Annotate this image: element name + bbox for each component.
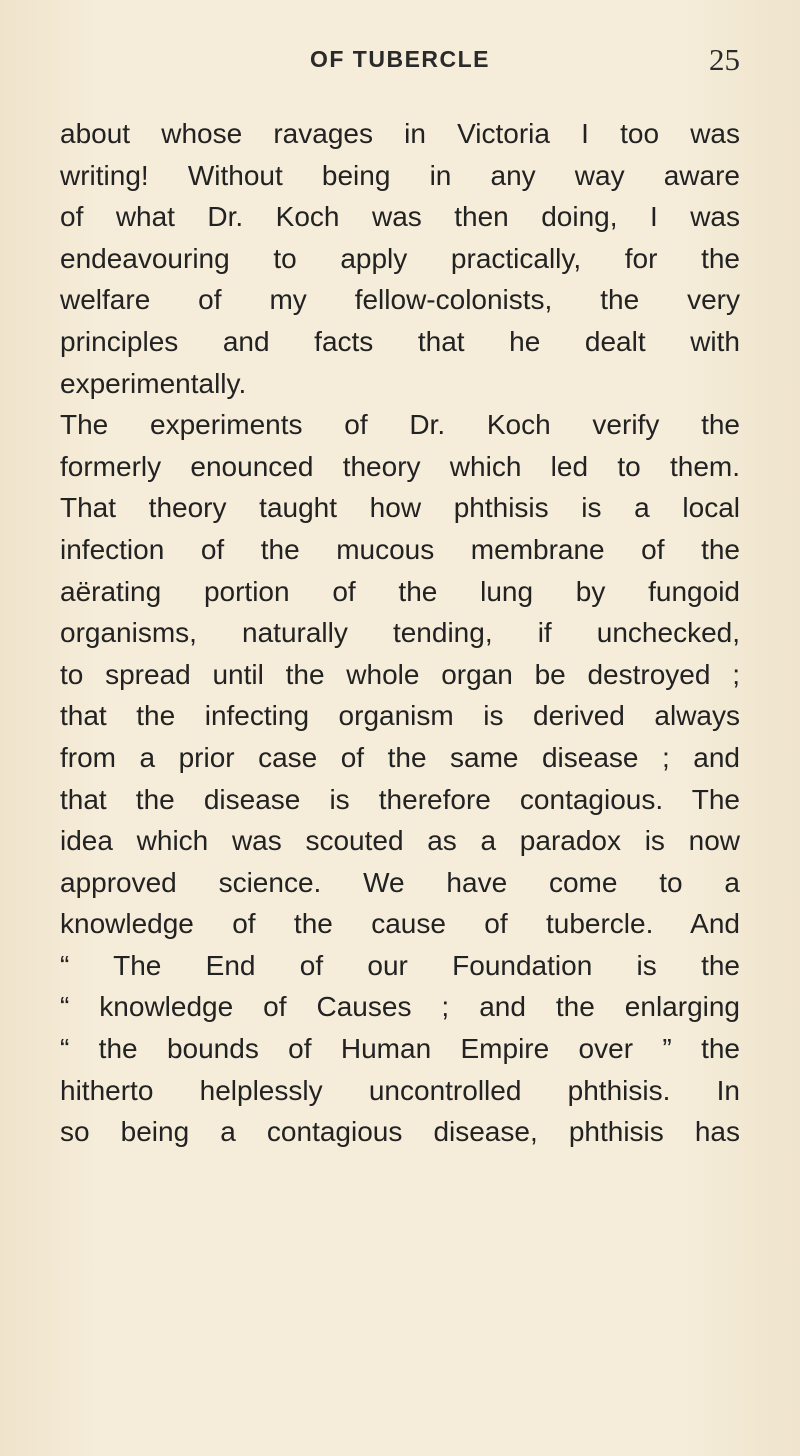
- text-line: idea which was scouted as a paradox is now: [60, 825, 740, 857]
- text-line: welfare of my fellow-colonists, the very: [60, 284, 740, 316]
- text-line: that the disease is therefore contagious. The: [60, 783, 740, 815]
- text-line: organisms, naturally tending, if unchecked,: [60, 617, 740, 649]
- text-line: formerly enounced theory which led to them.: [60, 450, 740, 482]
- text-line: from a prior case of the same disease ; and: [60, 741, 740, 773]
- text-line: “ knowledge of Causes ; and the enlarging: [60, 991, 740, 1023]
- text-line: that the infecting organism is derived always: [60, 700, 740, 732]
- text-line: knowledge of the cause of tubercle. And: [60, 908, 740, 940]
- text-line: That theory taught how phthisis is a local: [60, 492, 740, 524]
- text-line: experimentally.: [60, 367, 247, 399]
- text-line: approved science. We have come to a: [60, 866, 740, 898]
- text-line: “ the bounds of Human Empire over ” the: [60, 1033, 740, 1065]
- page-number: 25: [709, 42, 740, 77]
- text-line: “ The End of our Foundation is the: [60, 949, 740, 981]
- text-line: writing! Without being in any way aware: [60, 159, 740, 191]
- text-line: hitherto helplessly uncontrolled phthisis. In: [60, 1074, 740, 1106]
- text-line: aërating portion of the lung by fungoid: [60, 575, 740, 607]
- text-line: to spread until the whole organ be destroyed ;: [60, 658, 740, 690]
- body-text: [60, 113, 740, 1153]
- text-line: of what Dr. Koch was then doing, I was: [60, 201, 740, 233]
- text-line: The experiments of Dr. Koch verify the: [60, 409, 740, 441]
- text-line: principles and facts that he dealt with: [60, 325, 740, 357]
- text-line: about whose ravages in Victoria I too was: [60, 118, 740, 149]
- running-title: OF TUBERCLE: [309, 46, 491, 72]
- running-head: [60, 42, 740, 82]
- text-line: so being a contagious disease, phthisis has: [60, 1116, 740, 1148]
- text-line: endeavouring to apply practically, for the: [60, 242, 740, 274]
- text-line: infection of the mucous membrane of the: [60, 533, 740, 565]
